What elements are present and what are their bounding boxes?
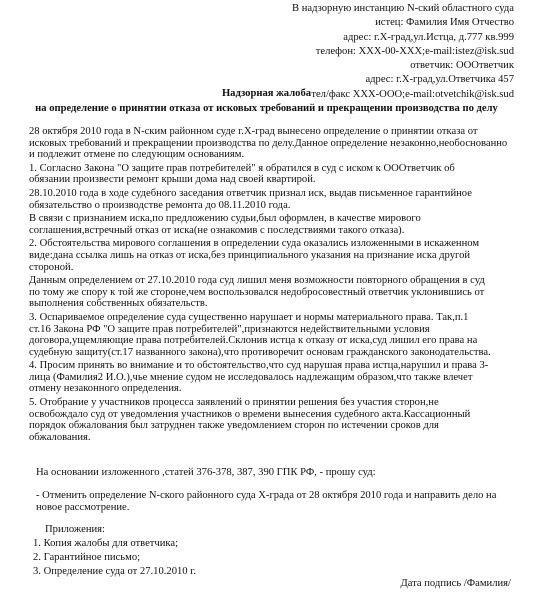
paragraph-5: 5. Отобрание у участников процесса заявлений о принятии решения без участия сторон,не освобождало суд от уведомления участников о времени вынесения судебного акта.Кассационный порядок обжалования был затруднен также уведомлением сторон по истечении сроков для обжалования. bbox=[29, 397, 471, 443]
court-line: В надзорную инстанцию N-ский областного суда bbox=[292, 3, 514, 14]
paragraph-settlement: В связи с признанием иска,по предложению судьи,был оформлен, в качестве мирового соглашения,встречный отказ от иска(не ознакомив с последствиями такого отказа). bbox=[29, 213, 421, 236]
paragraph-1: 1. Согласно Закона "О защите прав потребителей" я обратился в суд с иском к ОООтветчик об обязании произвести ремонт крыши дома над своей квартирой. bbox=[29, 162, 455, 186]
attachments-title: Приложения: bbox=[45, 524, 105, 535]
paragraph-2: 2. Обстоятельства мирового соглашения в определении суда оказались изложенными в искаженном виде:дана ссылка лишь на отказ от иска,без принципиального указания на признание иска другой стороной. bbox=[29, 238, 480, 273]
signature-line: Дата подпись /Фамилия/ bbox=[400, 578, 511, 589]
attachment-item: 2. Гарантийное письмо; bbox=[33, 552, 141, 563]
paragraph-intro: 28 октября 2010 года в N-ским районном суде г.Х-град вынесено определение о принятии отказа от исковых требований и прекращении производства по делу.Данное определение незаконно,необоснованно и подлежит отмене по следующим основаниям. bbox=[29, 126, 508, 161]
plaintiff-address: адрес: г.Х-град,ул.Истца, д.777 кв.999 bbox=[343, 31, 514, 43]
request-line: новое рассмотрение. bbox=[36, 502, 130, 513]
request-line: - Отменить определение N-ского районного суда Х-града от 28 октября 2010 года и направить дело на bbox=[36, 490, 497, 501]
document-title: Надзорная жалоба bbox=[221, 88, 312, 99]
paragraph-4: 4. Просим принять во внимание и то обстоятельство,что суд нарушая права истца,нарушил и права 3- лица (Фамилия2 И.О.),чье мнение судом не исследовалось надлежащим образом,что также влечет отмену незаконного определения. bbox=[29, 360, 489, 395]
attachments-block bbox=[33, 523, 196, 579]
paragraph-3: 3. Оспариваемое определение суда существенно нарушает и нормы материального права. Так,п.1 ст.16 Закона РФ "О защите прав потребителей",признаются недействительными условия договора,ущемляющие права потребителей.Склонив истца к отказу от иска,суд лишил его права на судебную защиту(ст.17 названного закона),что противоречит основам гражданского законодательства. bbox=[29, 311, 491, 358]
document-subtitle: на определение о принятии отказа от исковых требований и прекращении производства по делу bbox=[35, 103, 498, 114]
paragraph-ruling: Данным определением от 27.10.2010 года суд лишил меня возможности повторного обращения в суд по тому же спору к той же стороне,чем воспользовался недобросовестный ответчик уклонившись от выполнения собственных обязательств. bbox=[29, 275, 485, 310]
request-block bbox=[36, 490, 496, 514]
attachment-item: 3. Определение суда от 27.10.2010 г. bbox=[33, 566, 197, 577]
attachment-item: 1. Копия жалобы для ответчика; bbox=[33, 538, 179, 549]
defendant-address: адрес: г.Х-град,ул.Ответчика 457 bbox=[365, 74, 514, 86]
complaint-body bbox=[17, 126, 519, 445]
plaintiff-line: истец: Фамилия Имя Отчество bbox=[375, 17, 514, 29]
defendant-line: ответчик: ОООтветчик bbox=[410, 60, 514, 72]
basis-line: На основании изложенного ,статей 376-378, 387, 390 ГПК РФ, - прошу суд: bbox=[36, 467, 376, 478]
plaintiff-contacts: телефон: ХХХ-00-ХХХ;e-mail:istez@isk.sud bbox=[315, 45, 514, 57]
defendant-contacts: тел/факс ХХХ-ООО;e-mail:otvetchik@isk.sud bbox=[311, 88, 514, 100]
paragraph-hearing: 28.10.2010 года в ходе судебного заседания ответчик признал иск, выдав письменное гарантийное обязательство о производстве ремонта до 08.11.2010 года. bbox=[29, 187, 472, 211]
